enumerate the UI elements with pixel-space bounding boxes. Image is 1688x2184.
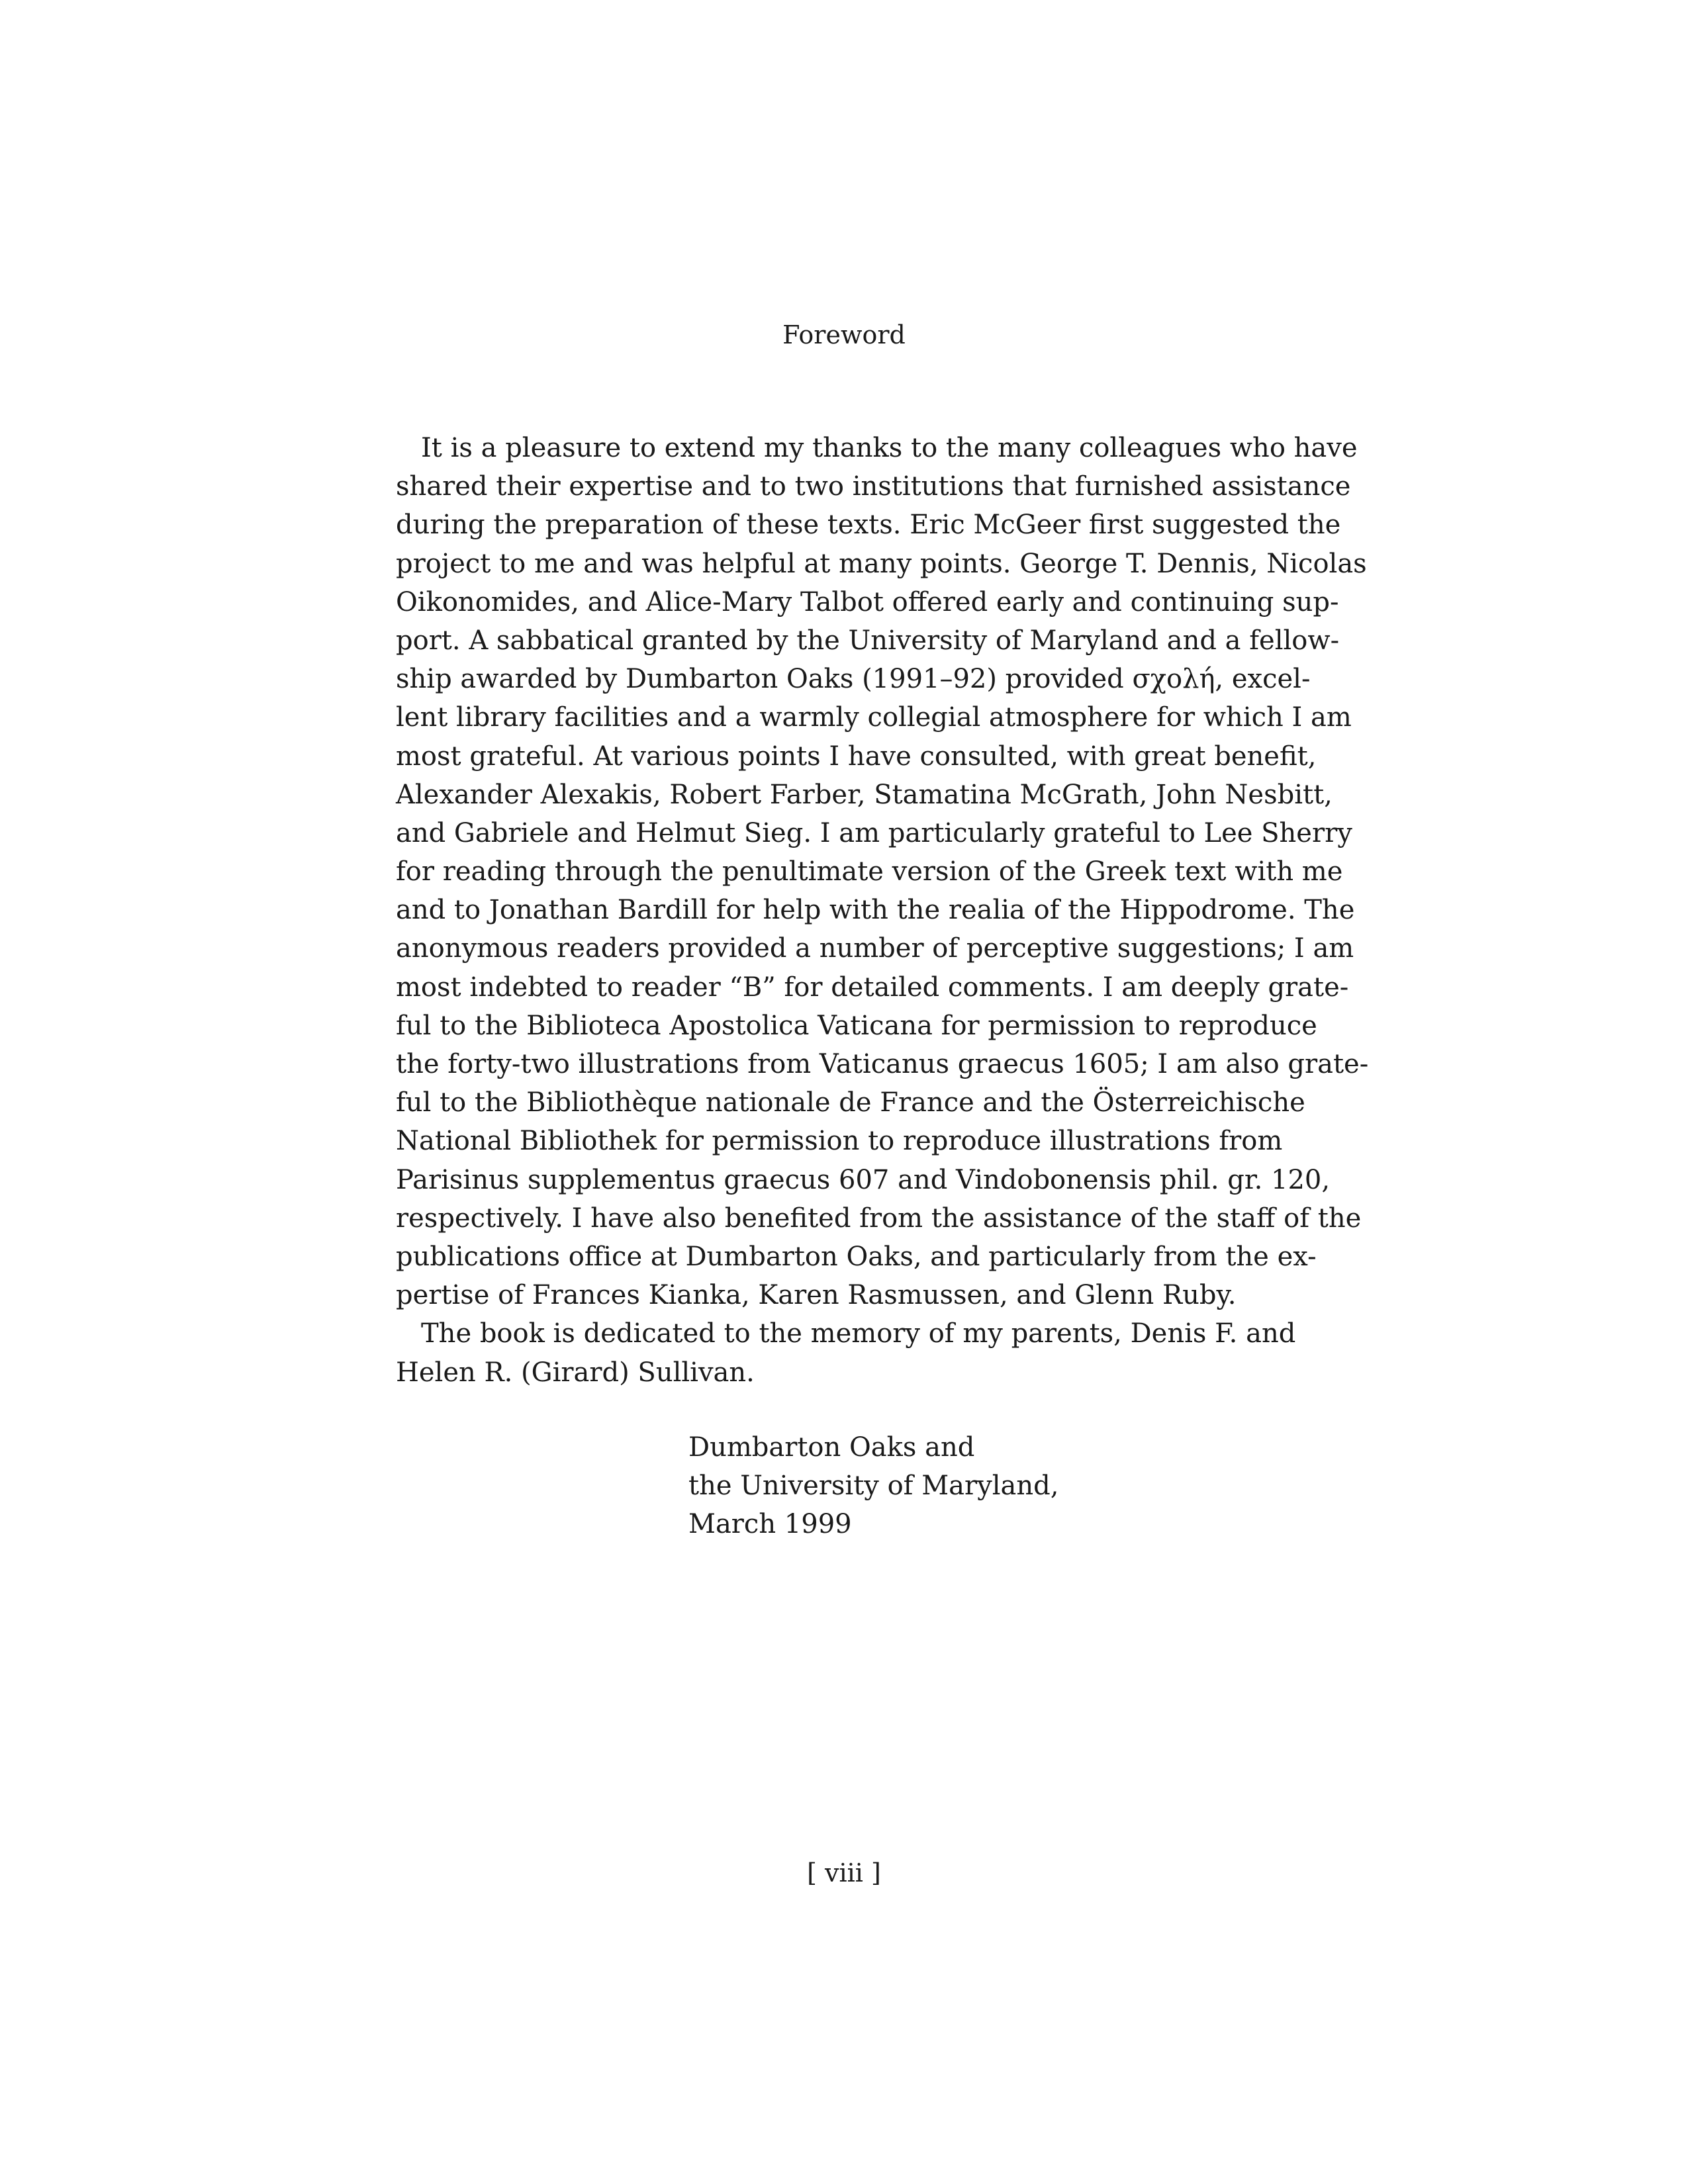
running-head: Foreword bbox=[782, 320, 906, 349]
signature-line: March 1999 bbox=[688, 1509, 852, 1540]
paragraph-acknowledgements bbox=[396, 429, 1369, 1314]
paragraph-dedication bbox=[396, 1314, 1296, 1391]
text-line: lent library facilities and a warmly collegial atmosphere for which I am bbox=[396, 702, 1352, 733]
text-line: the forty-two illustrations from Vaticanus graecus 1605; I am also grate- bbox=[396, 1049, 1369, 1079]
text-line: project to me and was helpful at many points. George T. Dennis, Nicolas bbox=[396, 548, 1367, 579]
text-line: Alexander Alexakis, Robert Farber, Stamatina McGrath, John Nesbitt, bbox=[396, 779, 1333, 810]
text-line: and Gabriele and Helmut Sieg. I am particularly grateful to Lee Sherry bbox=[396, 817, 1352, 848]
text-line: Oikonomides, and Alice-Mary Talbot offered early and continuing sup- bbox=[396, 586, 1339, 617]
text-line: most indebted to reader “B” for detailed comments. I am deeply grate- bbox=[396, 972, 1349, 1003]
text-line: publications office at Dumbarton Oaks, and particularly from the ex- bbox=[396, 1241, 1317, 1272]
foreword-body bbox=[396, 429, 1369, 1392]
text-line: ful to the Biblioteca Apostolica Vaticana for permission to reproduce bbox=[396, 1010, 1317, 1041]
text-line: port. A sabbatical granted by the University of Maryland and a fellow- bbox=[396, 625, 1340, 656]
text-line: It is a pleasure to extend my thanks to the many colleagues who have bbox=[421, 433, 1358, 463]
text-line: National Bibliothek for permission to reproduce illustrations from bbox=[396, 1126, 1283, 1157]
page-number: [ viii ] bbox=[807, 1858, 881, 1888]
text-line: anonymous readers provided a number of perceptive suggestions; I am bbox=[396, 933, 1354, 964]
signature-line: Dumbarton Oaks and bbox=[688, 1432, 975, 1463]
text-line: ship awarded by Dumbarton Oaks (1991–92) provided σχολή, excel- bbox=[396, 664, 1311, 695]
text-line: The book is dedicated to the memory of my parents, Denis F. and bbox=[421, 1318, 1296, 1349]
text-line: and to Jonathan Bardill for help with the realia of the Hippodrome. The bbox=[396, 895, 1355, 926]
text-line: ful to the Bibliothèque nationale de France and the Österreichische bbox=[396, 1087, 1305, 1118]
text-line: respectively. I have also benefited from the assistance of the staff of the bbox=[396, 1203, 1362, 1234]
signature-block bbox=[688, 1428, 1058, 1544]
text-line: pertise of Frances Kianka, Karen Rasmussen, and Glenn Ruby. bbox=[396, 1280, 1237, 1311]
text-line: for reading through the penultimate version of the Greek text with me bbox=[396, 856, 1343, 887]
signature-line: the University of Maryland, bbox=[688, 1471, 1059, 1502]
text-line: Parisinus supplementus graecus 607 and Vindobonensis phil. gr. 120, bbox=[396, 1164, 1331, 1195]
text-line: most grateful. At various points I have consulted, with great benefit, bbox=[396, 741, 1317, 772]
text-line: Helen R. (Girard) Sullivan. bbox=[396, 1357, 755, 1388]
text-line: shared their expertise and to two institutions that furnished assistance bbox=[396, 471, 1351, 502]
text-line: during the preparation of these texts. Eric McGeer first suggested the bbox=[396, 510, 1341, 541]
